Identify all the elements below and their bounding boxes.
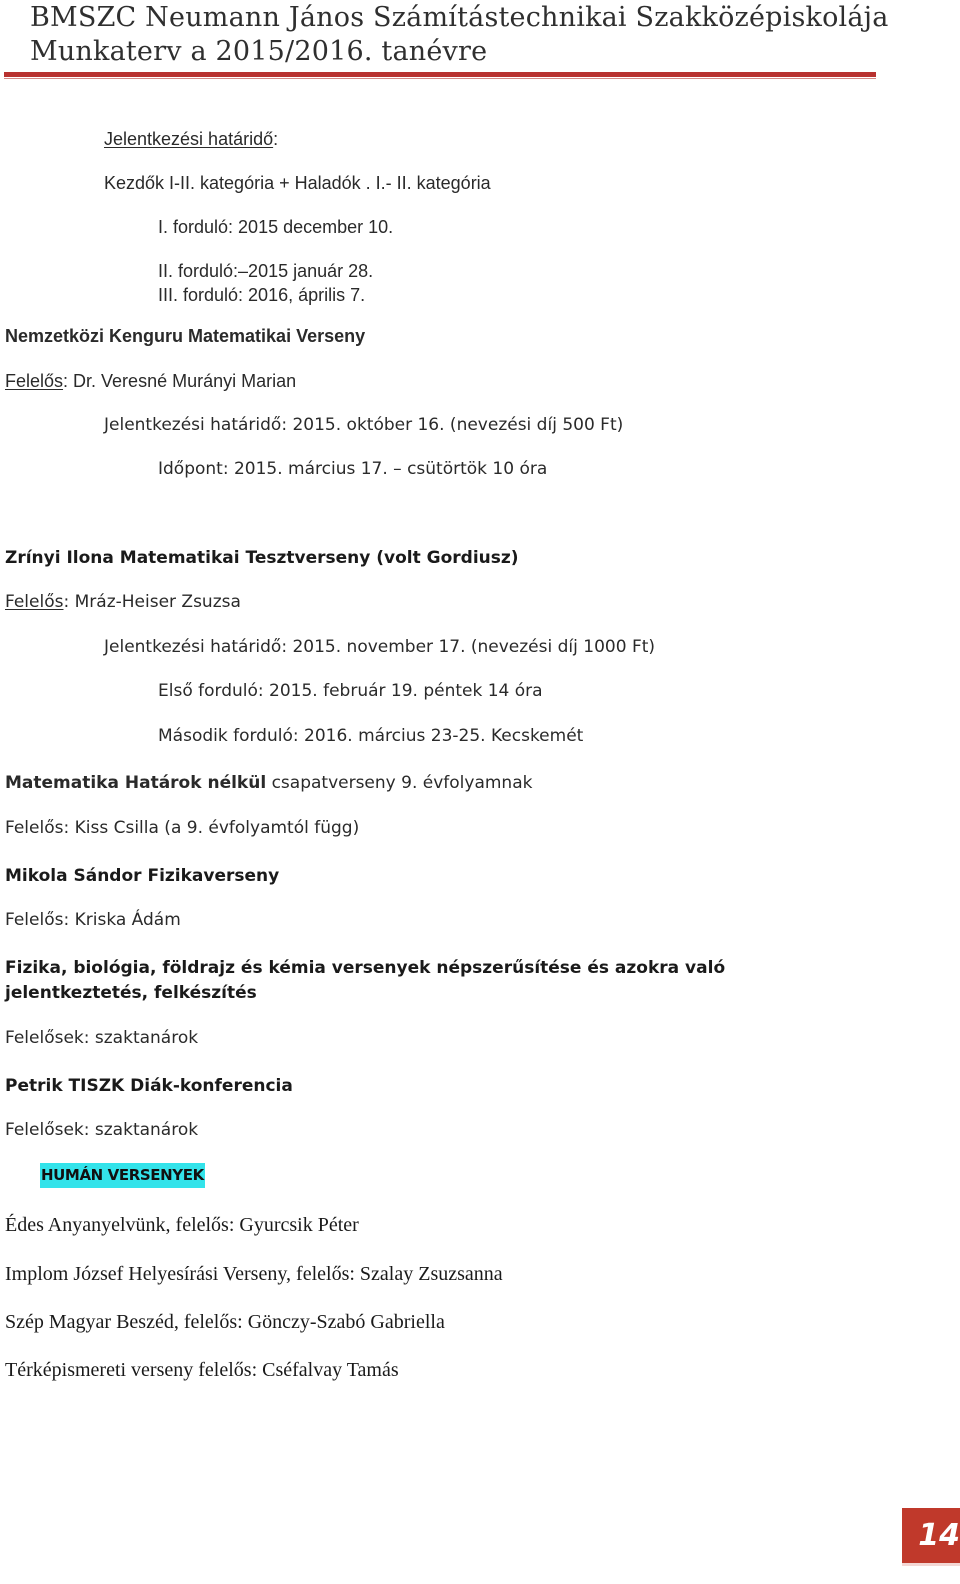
hatarok-responsible: Felelős: Kiss Csilla (a 9. évfolyamtól függ) xyxy=(5,818,360,838)
petrik-responsible: Felelősek: szaktanárok xyxy=(5,1120,199,1140)
kenguru-responsible xyxy=(5,371,296,392)
zrinyi-responsible xyxy=(5,592,241,612)
zrinyi-resp-name: : Mráz-Heiser Zsuzsa xyxy=(63,592,241,612)
science-title-line2: jelentkeztetés, felkészítés xyxy=(5,983,257,1003)
deadline-colon: : xyxy=(273,129,279,149)
human-heading: HUMÁN VERSENYEK xyxy=(40,1163,205,1188)
page-number-underline xyxy=(902,1563,960,1566)
mikola-title: Mikola Sándor Fizikaverseny xyxy=(5,866,280,886)
round2-line: II. forduló:–2015 január 28. xyxy=(158,261,374,281)
hatarok-title-bold: Matematika Határok nélkül xyxy=(5,773,267,793)
mikola-responsible: Felelős: Kriska Ádám xyxy=(5,910,181,930)
header-rule-thin xyxy=(4,78,876,79)
science-title-line1: Fizika, biológia, földrajz és kémia versenyek népszerűsítése és azokra való xyxy=(5,958,726,978)
human-item-4: Térképismereti verseny felelős: Cséfalvay Tamás xyxy=(5,1359,399,1381)
hatarok-title-rest: csapatverseny 9. évfolyamnak xyxy=(266,773,533,793)
round1-line: I. forduló: 2015 december 10. xyxy=(158,217,394,237)
kenguru-deadline: Jelentkezési határidő: 2015. október 16. (nevezési díj 500 Ft) xyxy=(104,415,624,435)
categories-line: Kezdők I-II. kategória + Haladók . I.- II. kategória xyxy=(104,173,491,193)
kenguru-title: Nemzetközi Kenguru Matematikai Verseny xyxy=(5,326,366,346)
header-title: BMSZC Neumann János Számítástechnikai Szakközépiskolája xyxy=(30,2,889,33)
zrinyi-resp-label: Felelős xyxy=(5,592,64,612)
petrik-title: Petrik TISZK Diák-konferencia xyxy=(5,1076,293,1096)
science-responsible: Felelősek: szaktanárok xyxy=(5,1028,199,1048)
human-item-1: Édes Anyanyelvünk, felelős: Gyurcsik Péter xyxy=(5,1214,359,1236)
zrinyi-deadline: Jelentkezési határidő: 2015. november 17. (nevezési díj 1000 Ft) xyxy=(104,637,656,657)
zrinyi-round2: Második forduló: 2016. március 23-25. Kecskemét xyxy=(158,726,584,746)
header-rule xyxy=(4,72,876,77)
header-subtitle: Munkaterv a 2015/2016. tanévre xyxy=(30,36,488,67)
round3-line: III. forduló: 2016, április 7. xyxy=(158,285,366,305)
kenguru-resp-label: Felelős xyxy=(5,371,64,391)
deadline-heading xyxy=(104,129,278,150)
page-number: 14 xyxy=(918,1518,960,1553)
human-item-2: Implom József Helyesírási Verseny, felelős: Szalay Zsuzsanna xyxy=(5,1263,503,1285)
deadline-label: Jelentkezési határidő xyxy=(104,129,274,149)
kenguru-resp-name: : Dr. Veresné Murányi Marian xyxy=(63,371,297,391)
hatarok-title xyxy=(5,773,532,793)
zrinyi-title: Zrínyi Ilona Matematikai Tesztverseny (volt Gordiusz) xyxy=(5,548,519,568)
human-item-3: Szép Magyar Beszéd, felelős: Gönczy-Szabó Gabriella xyxy=(5,1311,445,1333)
human-heading-wrap xyxy=(40,1165,205,1184)
kenguru-date: Időpont: 2015. március 17. – csütörtök 10 óra xyxy=(158,459,548,479)
zrinyi-round1: Első forduló: 2015. február 19. péntek 14 óra xyxy=(158,681,543,701)
